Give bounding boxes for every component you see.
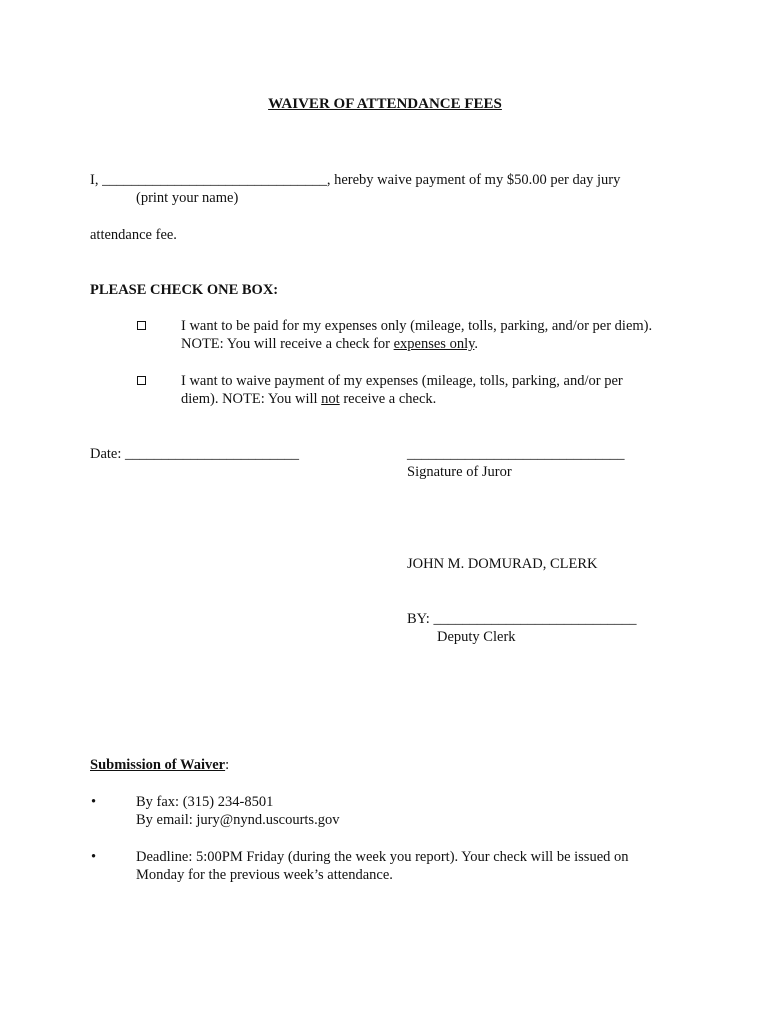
signature-label: Signature of Juror bbox=[407, 464, 512, 480]
submission-heading bbox=[90, 756, 229, 774]
option-2-line-1: I want to waive payment of my expenses (mileage, tolls, parking, and/or per bbox=[181, 373, 623, 389]
option-1-line-1: I want to be paid for my expenses only (mileage, tolls, parking, and/or per diem). bbox=[181, 318, 653, 334]
option-1-note: NOTE: You will receive a check for bbox=[181, 336, 394, 352]
by-label: BY: bbox=[407, 611, 430, 627]
deadline-line-2: Monday for the previous week’s attendance. bbox=[136, 867, 393, 883]
bullet-glyph: • bbox=[91, 794, 97, 810]
intro-suffix: , hereby waive payment of my $50.00 per day jury bbox=[326, 172, 621, 188]
date-label: Date: bbox=[90, 446, 122, 462]
expenses-only-checkbox[interactable] bbox=[137, 321, 146, 330]
option-2-note: diem). NOTE: You will bbox=[181, 391, 322, 407]
option-1-emphasis: expenses only bbox=[393, 336, 475, 352]
option-1-end: . bbox=[474, 336, 479, 352]
by-blank[interactable]: ____________________________ bbox=[433, 611, 637, 627]
intro-continuation: attendance fee. bbox=[90, 227, 177, 243]
by-line bbox=[407, 610, 636, 628]
waive-expenses-checkbox[interactable] bbox=[137, 376, 146, 385]
option-2-end: receive a check. bbox=[339, 391, 437, 407]
email-line: By email: jury@nynd.uscourts.gov bbox=[136, 812, 340, 828]
deputy-label: Deputy Clerk bbox=[437, 629, 516, 645]
bullet-glyph: • bbox=[91, 849, 97, 865]
intro-line bbox=[90, 171, 620, 189]
clerk-name: JOHN M. DOMURAD, CLERK bbox=[407, 556, 598, 572]
submission-heading-colon: : bbox=[225, 757, 230, 773]
deadline-line-1: Deadline: 5:00PM Friday (during the week you report). Your check will be issued on bbox=[136, 849, 629, 865]
option-2-line-2 bbox=[181, 390, 436, 408]
date-blank[interactable]: ________________________ bbox=[125, 446, 300, 462]
name-blank[interactable]: _______________________________ bbox=[102, 172, 327, 188]
submission-heading-text: Submission of Waiver bbox=[90, 757, 226, 773]
name-hint: (print your name) bbox=[136, 190, 239, 206]
fax-line: By fax: (315) 234-8501 bbox=[136, 794, 274, 810]
date-line bbox=[90, 445, 299, 463]
page-title: WAIVER OF ATTENDANCE FEES bbox=[268, 96, 502, 112]
intro-prefix: I, bbox=[90, 172, 99, 188]
option-1-line-2 bbox=[181, 335, 478, 353]
option-2-emphasis: not bbox=[321, 391, 340, 407]
signature-blank[interactable]: ______________________________ bbox=[407, 446, 625, 462]
check-heading: PLEASE CHECK ONE BOX: bbox=[90, 282, 279, 298]
